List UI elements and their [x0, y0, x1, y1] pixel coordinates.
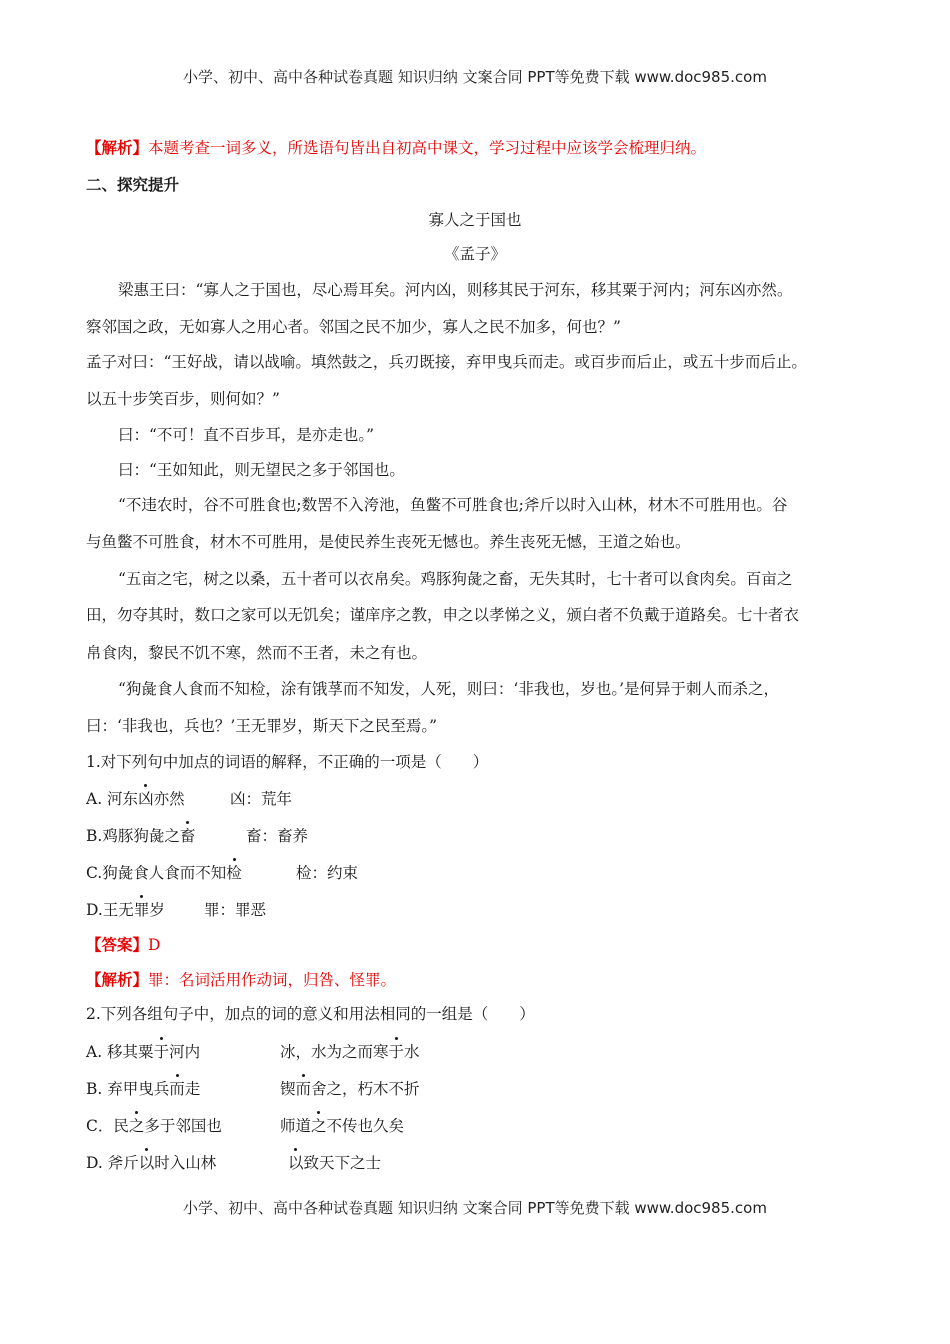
q1-option-b: [86, 826, 309, 846]
answer-value: D: [148, 936, 161, 954]
passage-line: “狗彘食人食而不知检，涂有饿莩而不知发，人死，则曰：‘非我也，岁也。’是何异于刺人而杀之，: [118, 680, 780, 698]
dotted-char: 之: [128, 1117, 145, 1135]
question-2-stem: 2.下列各组句子中，加点的词的意义和用法相同的一组是（ ）: [86, 1005, 535, 1023]
q1-analysis: [86, 970, 396, 990]
option-explain: 罪：罪恶: [204, 901, 267, 919]
q1-answer: [86, 935, 160, 955]
option-second-sentence: 师道之不传也久矣: [280, 1117, 405, 1135]
option-text: 亦然: [153, 790, 185, 808]
passage-title: 寡人之于国也: [428, 211, 522, 229]
dotted-char: 而: [169, 1080, 185, 1098]
page-header: 小学、初中、高中各种试卷真题 知识归纳 文案合同 PPT等免费下载 www.doc985.com: [183, 68, 767, 86]
passage-line: 曰：“不可！直不百步耳，是亦走也。”: [118, 426, 375, 444]
option-second-sentence: 锲而舍之，朽木不折: [280, 1080, 420, 1098]
analysis-tag: 【解析】: [86, 138, 149, 157]
section-title: 二、探究提升: [86, 175, 180, 194]
option-text: B. 弃甲曳兵: [86, 1080, 170, 1098]
option-text: 河内: [169, 1043, 201, 1061]
analysis-text: 本题考查一词多义，所选语句皆出自初高中课文，学习过程中应该学会梳理归纳。: [148, 139, 707, 157]
dotted-char: 畜: [179, 827, 196, 845]
passage-line: 孟子对曰：“王好战，请以战喻。填然鼓之，兵刃既接，弃甲曳兵而走。或百步而后止，或五十步而后止。: [86, 353, 807, 371]
analysis-tag: 【解析】: [86, 970, 149, 989]
option-text: C．民: [86, 1117, 129, 1135]
analysis-intro: [86, 138, 706, 158]
option-text: 岁: [149, 901, 165, 919]
passage-author: 《孟子》: [443, 245, 506, 263]
passage-line: 察邻国之政，无如寡人之用心者。邻国之民不加少，寡人之民不加多，何也？”: [86, 318, 621, 336]
dotted-char: 于: [153, 1043, 170, 1061]
q2-option-a: [86, 1042, 420, 1062]
analysis-text: 罪：名词活用作动词，归咎、怪罪。: [148, 971, 397, 989]
dotted-char: 以: [138, 1154, 155, 1172]
option-text: B.鸡豚狗彘之: [86, 827, 180, 845]
passage-line: 以五十步笑百步，则何如？”: [86, 390, 280, 408]
option-text: C.狗彘食人食而不知: [86, 864, 227, 882]
option-text: 多于邻国也: [144, 1117, 222, 1135]
q2-option-d: [86, 1153, 382, 1173]
option-text: A. 移其粟: [86, 1043, 154, 1061]
option-text: A. 河东: [86, 790, 139, 808]
q1-option-c: [86, 863, 359, 883]
q2-option-c: [86, 1116, 405, 1136]
option-text: D.王无: [86, 901, 134, 919]
passage-line: 与鱼鳖不可胜食，材木不可胜用，是使民养生丧死无憾也。养生丧死无憾，王道之始也。: [86, 533, 691, 551]
passage-line: 曰：“王如知此，则无望民之多于邻国也。: [118, 461, 405, 479]
dotted-char: 检: [226, 864, 242, 882]
passage-line: 田，勿夺其时，数口之家可以无饥矣；谨庠序之教，申之以孝悌之义，颁白者不负戴于道路矣。七十者衣: [86, 606, 800, 624]
dotted-char: 罪: [133, 901, 150, 919]
question-1-stem: 1.对下列句中加点的词语的解释，不正确的一项是（ ）: [86, 753, 489, 771]
option-text: 时入山林: [154, 1154, 217, 1172]
dotted-char: 凶: [138, 790, 154, 808]
passage-line: 曰：‘非我也，兵也？’王无罪岁，斯天下之民至焉。”: [86, 717, 438, 735]
passage-line: “五亩之宅，树之以桑，五十者可以衣帛矣。鸡豚狗彘之畜，无失其时，七十者可以食肉矣。百亩之: [118, 570, 793, 588]
q1-option-d: [86, 900, 267, 920]
q2-option-b: [86, 1079, 420, 1099]
option-text: D. 斧斤: [86, 1154, 139, 1172]
option-text: 走: [184, 1080, 201, 1098]
option-explain: 检：约束: [296, 864, 359, 882]
passage-line: “不违农时，谷不可胜食也;数罟不入洿池，鱼鳖不可胜食也;斧斤以时入山林，材木不可胜用也。谷: [118, 496, 788, 514]
page-footer: 小学、初中、高中各种试卷真题 知识归纳 文案合同 PPT等免费下载 www.doc985.com: [183, 1199, 767, 1217]
q1-option-a: [86, 789, 293, 809]
answer-tag: 【答案】: [86, 935, 149, 954]
option-explain: 畜：畜养: [246, 827, 309, 845]
passage-line: 帛食肉，黎民不饥不寒，然而不王者，未之有也。: [86, 644, 428, 662]
passage-line: 梁惠王曰：“寡人之于国也，尽心焉耳矣。河内凶，则移其民于河东，移其粟于河内；河东凶亦然。: [118, 281, 793, 299]
option-second-sentence: 冰，水为之而寒于水: [280, 1043, 420, 1061]
option-second-sentence: 以致天下之士: [288, 1154, 382, 1172]
option-explain: 凶：荒年: [230, 790, 293, 808]
